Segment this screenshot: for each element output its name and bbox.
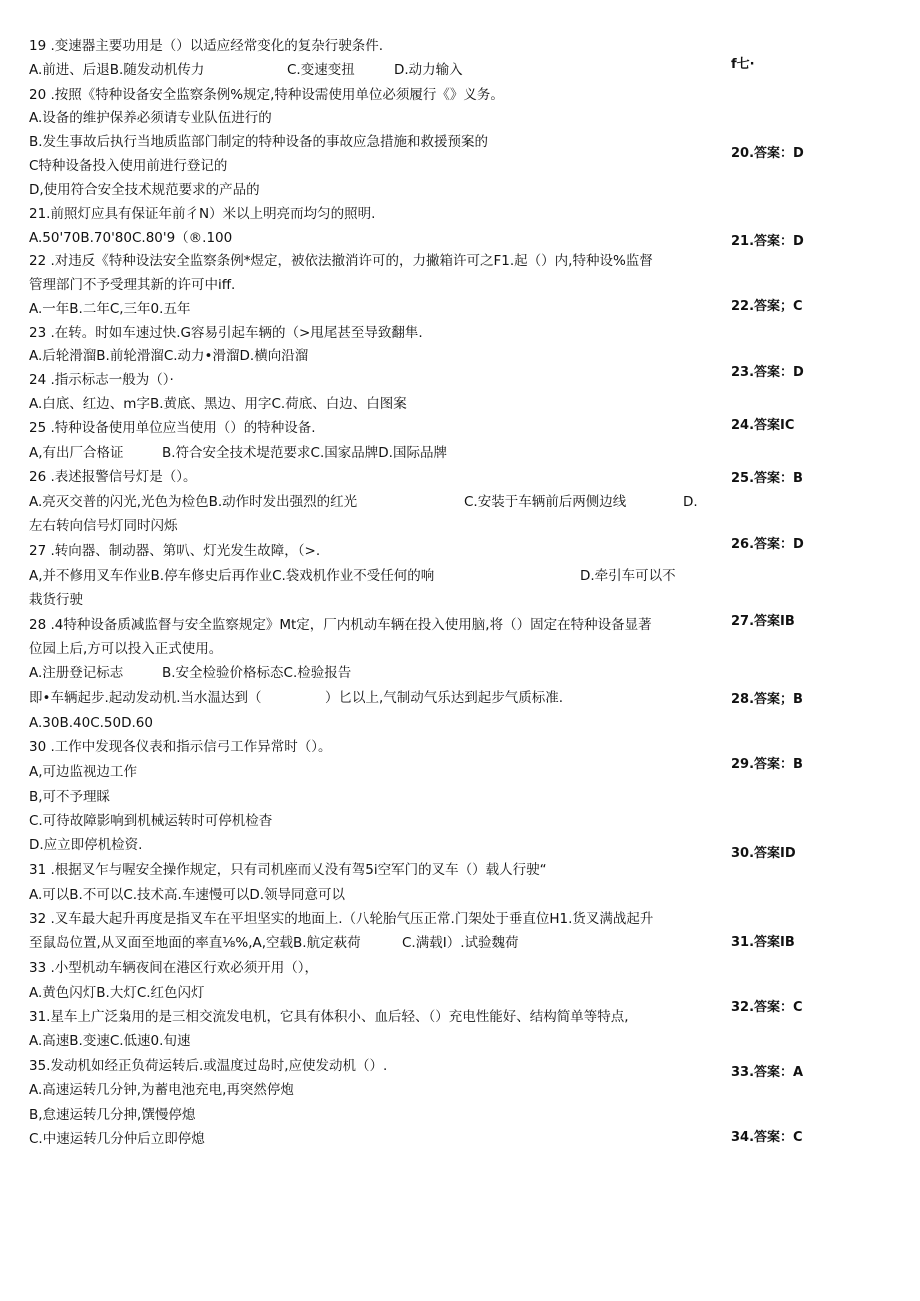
- question-29: 即•车辆起步.起动发动机.当水温达到（: [29, 690, 262, 706]
- option-30-d: D.应立即停机检资.: [29, 837, 143, 853]
- answer-33: 33.答案：A: [731, 1065, 804, 1080]
- option-27-d-cont: 栽货行驶: [29, 592, 83, 608]
- question-24: 24 .指示标志一般为（）·: [29, 372, 174, 388]
- question-31: 31 .根据叉乍与喔安全操作规定，只有司机座而乂没有驾5i空军门的叉车（）载人行驶“: [29, 862, 547, 878]
- option-26-c: C.安装于车辆前后两侧边线: [464, 494, 627, 510]
- answer-30: 30.答案ID: [731, 846, 796, 861]
- options-24: A.白底、红边、m字B.黄底、黑边、用字C.荷底、白边、白图案: [29, 396, 407, 412]
- question-32-cont: 至鼠岛位置,从叉面至地面的率直⅛%,A,空载B.航定萩荷: [29, 935, 361, 951]
- question-22: 22 .对违反《特种设法安全监察条例*煜定，被依法撤消许可的，力撇箱许可之F1.起（）内,特种设%监督: [29, 253, 653, 269]
- answer-28: 28.答案；B: [731, 692, 803, 707]
- answer-19: f七·: [731, 57, 755, 72]
- option-26-d-label: D.: [683, 494, 698, 510]
- question-21: 21.前照灯应具有保证年前彳N）米以上明亮而均匀的照明.: [29, 206, 376, 222]
- option-28-a: A.注册登记标志: [29, 665, 124, 681]
- option-20-d: D,使用符合安全技术规范要求的产品的: [29, 182, 260, 198]
- answer-26: 26.答案：D: [731, 537, 804, 552]
- option-35-c: C.中速运转几分仲后立即停熄: [29, 1131, 205, 1147]
- options-19-d: D.动力输入: [394, 62, 463, 78]
- question-20: 20 .按照《特种设备安全监察条例%规定,特种设需使用单位必须履行《》义务。: [29, 87, 504, 103]
- question-28: 28 .4特种设备质减监督与安全监察规定》Mt定，厂内机动车辆在投入使用脑,将（）固定在特种设备显著: [29, 617, 652, 633]
- question-29-cont: ）匕以上,气制动气乐达到起步气质标准.: [325, 690, 564, 706]
- options-26-ab: A.亮灭交普的闪光,光色为检色B.动作时发出强烈的红光: [29, 494, 358, 510]
- question-28-cont: 位园上后,方可以投入正式使用。: [29, 641, 223, 657]
- options-29: A.30B.40C.50D.60: [29, 715, 153, 731]
- answer-31: 31.答案IB: [731, 935, 795, 950]
- options-23: A.后轮滑溜B.前轮滑溜C.动力•滑溜D.横向沿溜: [29, 348, 309, 364]
- question-23: 23 .在转。时如车速过快.G容易引起车辆的（>甩尾甚至导致翻隼.: [29, 325, 423, 341]
- options-27-abc: A,并不修用叉车作业B.停车修史后再作业C.袋戏机作业不受任何的响: [29, 568, 435, 584]
- options-19-c: C.变速变扭: [287, 62, 355, 78]
- option-20-b: B.发生事故后执行当地质监部门制定的特种设备的事故应急措施和救援预案的: [29, 134, 489, 150]
- option-20-a: A.设备的维护保养必须请专业队伍进行的: [29, 110, 272, 126]
- options-32-cd: C.满载I）.试验魏荷: [402, 935, 519, 951]
- option-20-c: C特种设备投入使用前进行登记的: [29, 158, 228, 174]
- question-30: 30 .工作中发现各仪表和指示信弓工作异常时（）。: [29, 739, 332, 755]
- answer-27: 27.答案IB: [731, 614, 795, 629]
- answer-22: 22.答案；C: [731, 299, 803, 314]
- question-35: 35.发动机如经正负荷运转后.或温度过岛时,应使发动机（）.: [29, 1058, 388, 1074]
- question-22-cont: 管理部门不予受理其新的许可中iff.: [29, 277, 236, 293]
- option-25-a: A,有出厂合格证: [29, 445, 124, 461]
- answer-23: 23.答案：D: [731, 365, 804, 380]
- answer-32: 32.答案：C: [731, 1000, 803, 1015]
- options-28-bc: B.安全检验价格标态C.检验报告: [162, 665, 352, 681]
- question-19: 19 .变速器主要功用是（）以适应经常变化的复杂行驶条件.: [29, 38, 384, 54]
- option-30-b: B,可不予理睬: [29, 789, 111, 805]
- answer-29: 29.答案：B: [731, 757, 803, 772]
- answer-34: 34.答案：C: [731, 1130, 803, 1145]
- options-21: A.50'70B.70'80C.80'9（®.100: [29, 230, 233, 246]
- answer-25: 25.答案：B: [731, 471, 803, 486]
- question-26: 26 .表述报警信号灯是（）。: [29, 469, 197, 485]
- question-33: 33 .小型机动车辆夜间在港区行欢必须开用（），: [29, 960, 319, 976]
- option-30-a: A,可边监视边工作: [29, 764, 138, 780]
- options-33: A.黄色闪灯B.大灯C.红色闪灯: [29, 985, 205, 1001]
- option-35-b: B,怠速运转几分抻,馔慢停熄: [29, 1107, 196, 1123]
- answer-20: 20.答案：D: [731, 146, 804, 161]
- answer-24: 24.答案IC: [731, 418, 795, 433]
- answer-21: 21.答案：D: [731, 234, 804, 249]
- options-31: A.可以B.不可以C.技术高.车速慢可以D.领导同意可以: [29, 887, 346, 903]
- options-25-bcd: B.符合安全技术堤范要求C.国家品牌D.国际品牌: [162, 445, 447, 461]
- question-34: 31.星车上广泛枭用的是三相交流发电机，它具有体积小、血后轻、（）充电性能好、结构简单等特点,: [29, 1009, 629, 1025]
- options-19-a: A.前进、后退B.随发动机传力: [29, 62, 205, 78]
- options-22: A.一年B.二年C,三年0.五年: [29, 301, 191, 317]
- options-34: A.高速B.变速C.低速0.旬速: [29, 1033, 191, 1049]
- option-30-c: C.可待故障影响到机械运转时可停机检杳: [29, 813, 273, 829]
- option-27-d: D.牵引车可以不: [580, 568, 676, 584]
- option-26-d: 左右转向信号灯同时闪烁: [29, 518, 178, 534]
- question-25: 25 .特种设备使用单位应当使用（）的特种设备.: [29, 420, 316, 436]
- option-35-a: A.高速运转几分钟,为蓄电池充电,再突然停炮: [29, 1082, 294, 1098]
- question-27: 27 .转向器、制动器、第叭、灯光发生故障，（>.: [29, 543, 321, 559]
- question-32: 32 .叉车最大起升再度是指叉车在平坦坚实的地面上.（八轮胎气压正常.门架处于垂直位H1.货叉满战起升: [29, 911, 654, 927]
